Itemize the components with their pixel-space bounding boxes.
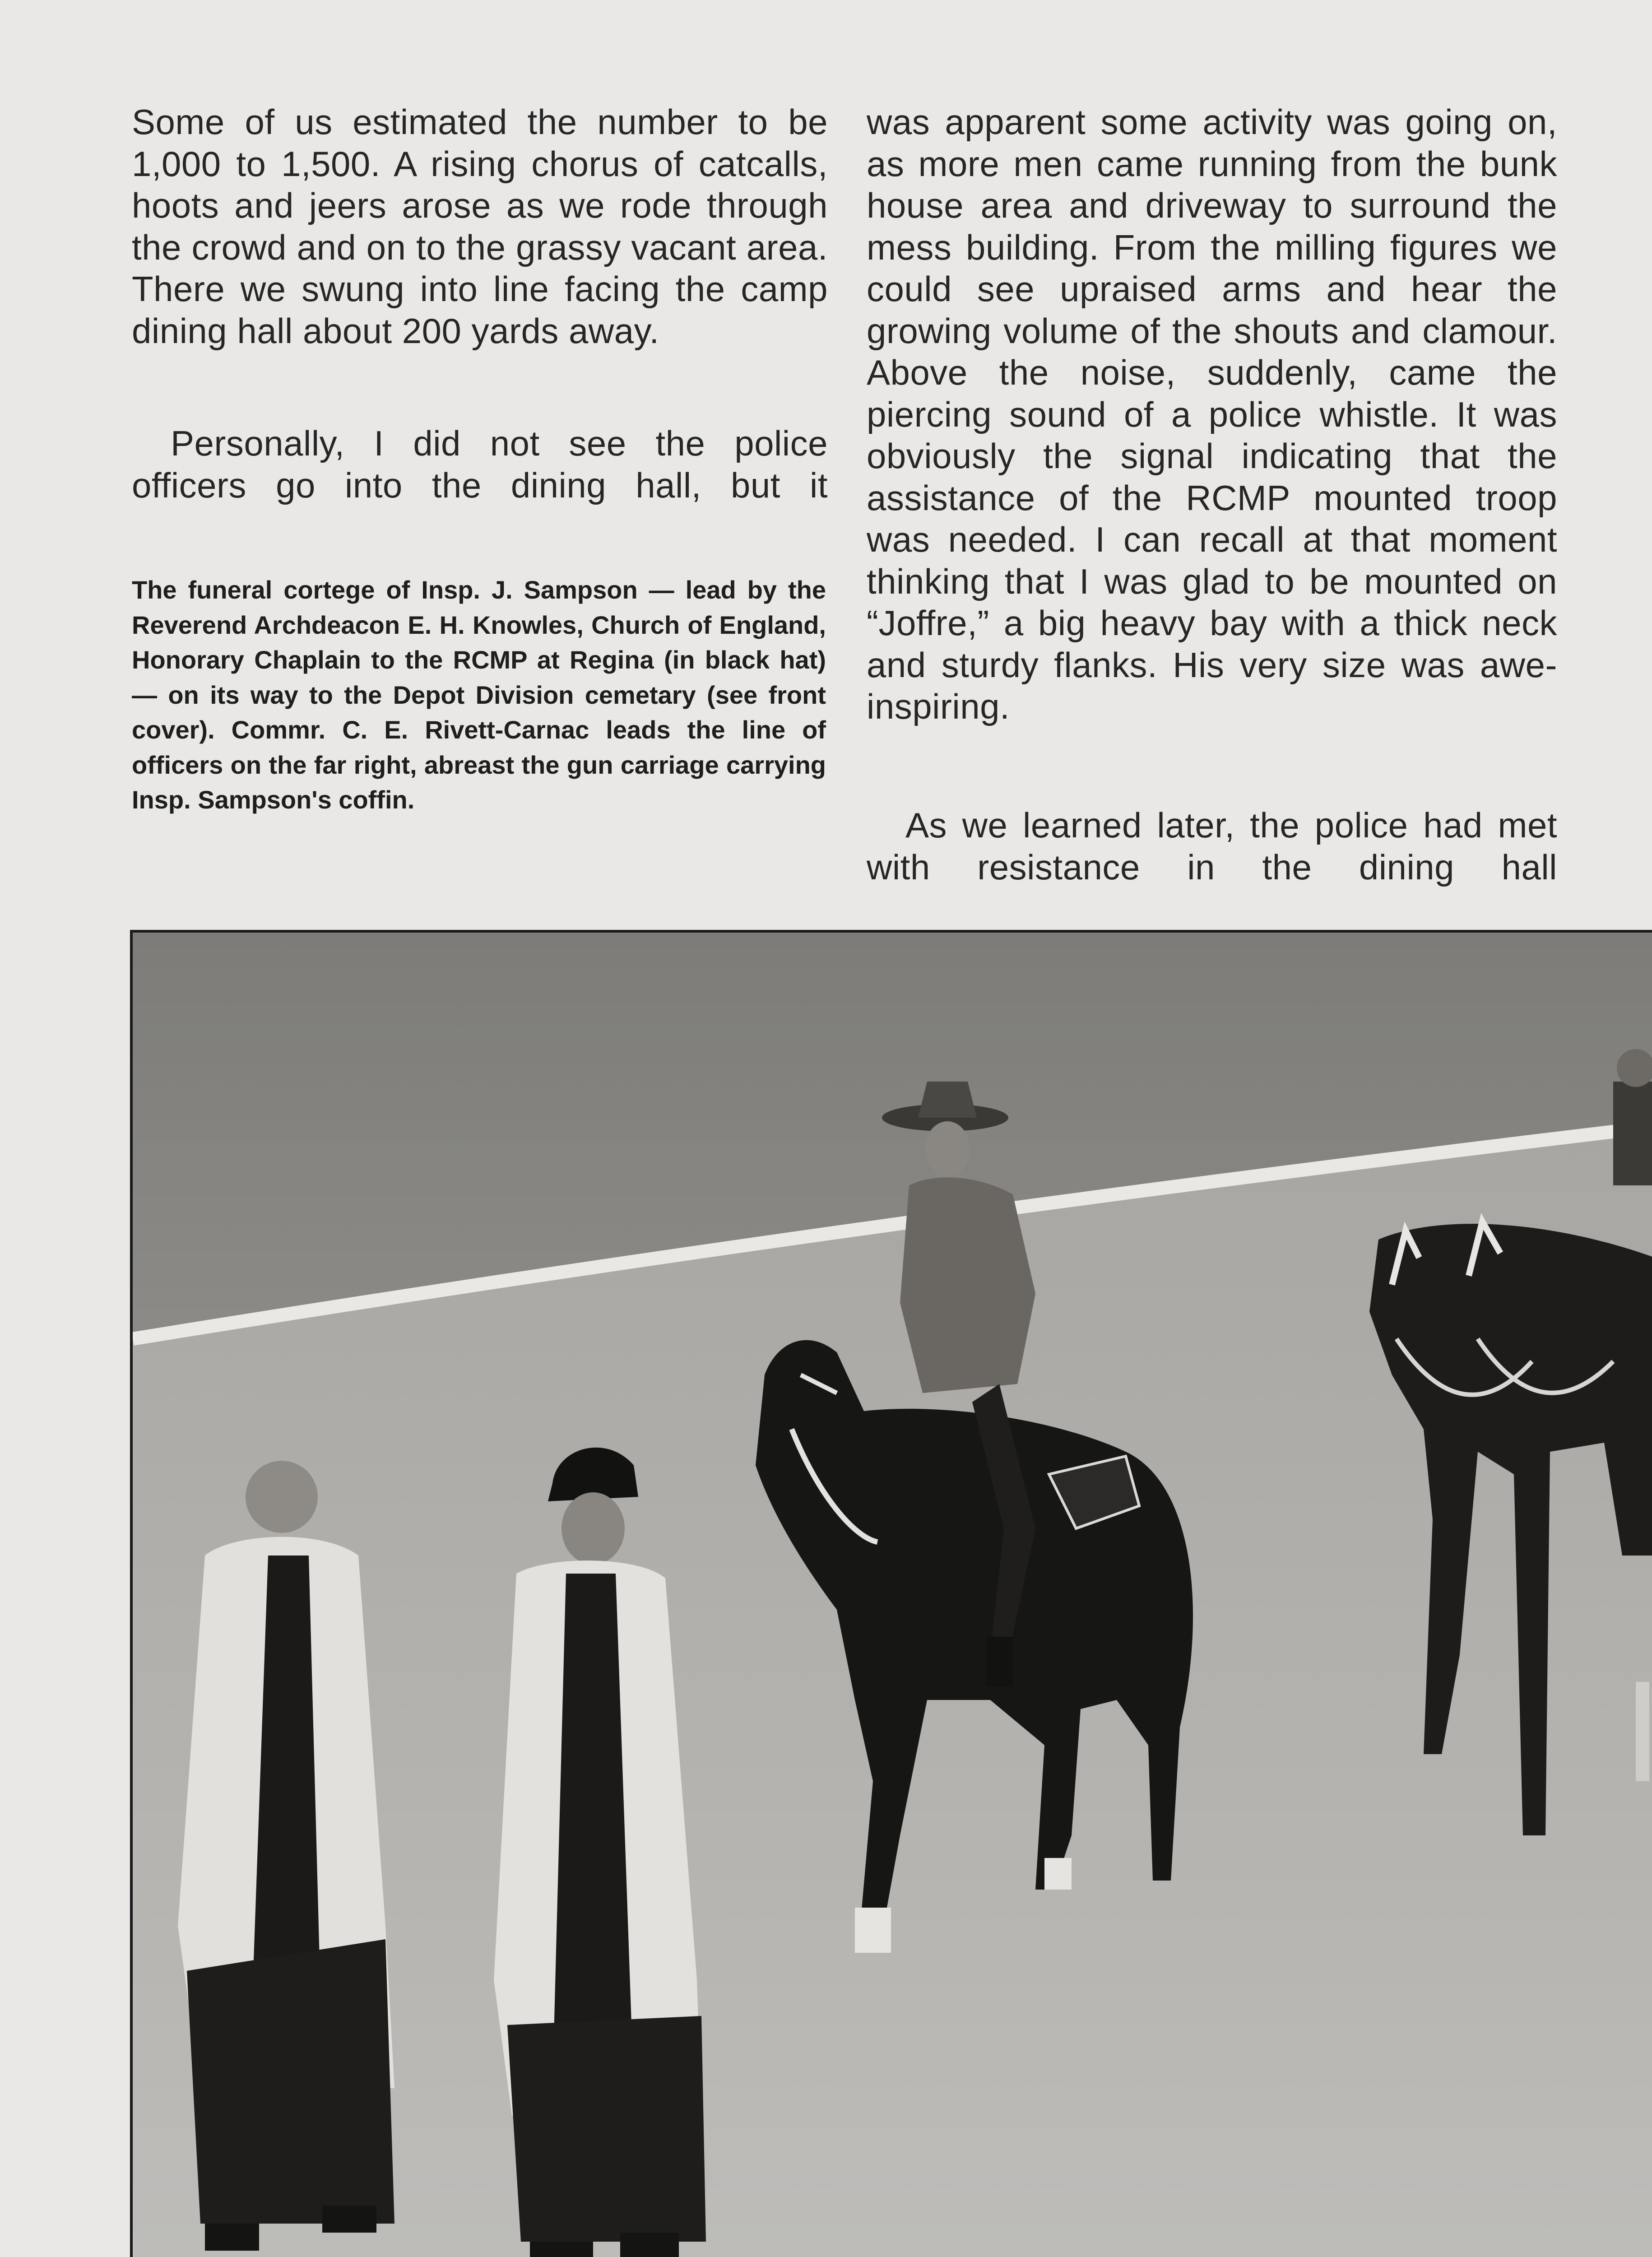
funeral-cortege-photograph [130, 930, 1652, 2257]
photo-caption: The funeral cortege of Insp. J. Sampson — lead by the Reverend Archdeacon E. H. Knowles, Church of England, Honorary Chaplain to the RCMP at Regina (in black hat) — on its way to the Depot Division cemetary (see front cover). Commr. C. E. Rivett-Carnac leads the line of officers on the far right, abreast the gun carriage carrying Insp. Sampson's coffin. [132, 576, 826, 814]
left-column-paragraph-2: Personally, I did not see the police officers go into the dining hall, but it [132, 423, 828, 505]
rider-far-right [1613, 1049, 1652, 1185]
left-column-paragraph-1: Some of us estimated the number to be 1,000 to 1,500. A rising chorus of catcalls, hoots and jeers arose as we rode through the crowd and on to the grassy vacant area. There we swung into line facing the camp dining hall about 200 yards away. [132, 102, 828, 351]
right-column-paragraph-1: was apparent some activity was going on, as more men came running from the bunk house area and driveway to surround the mess building. From the milling figures we could see upraised arms and hear the growing volume of the shouts and clamour. Above the noise, suddenly, came the piercing sound of a police whistle. It was obviously the signal indicating that the assistance of the RCMP mounted troop was needed. I can recall at that moment thinking that I was glad to be mounted on “Joffre,” a big heavy bay with a thick neck and sturdy flanks. His very size was awe-inspiring. [867, 102, 1557, 726]
right-column-paragraph-2: As we learned later, the police had met with resistance in the dining hall [867, 805, 1557, 887]
